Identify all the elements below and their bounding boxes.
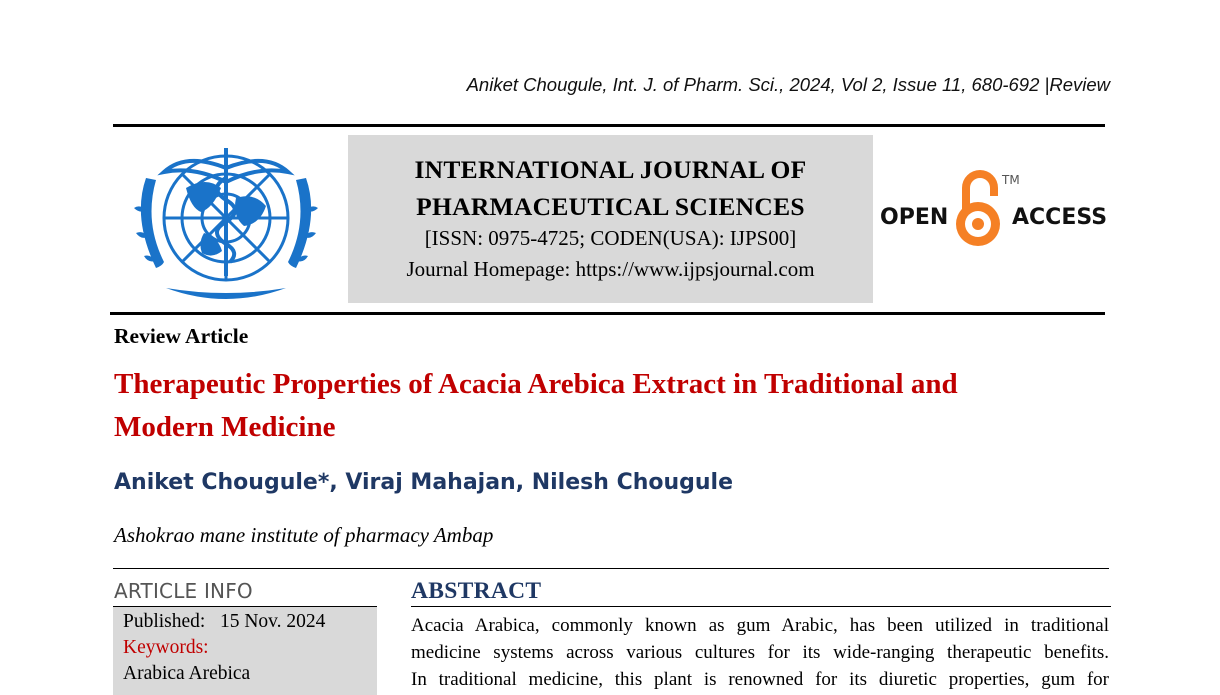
abstract-heading: ABSTRACT: [411, 578, 542, 604]
published-value: 15 Nov. 2024: [219, 611, 326, 632]
top-divider: [113, 124, 1105, 127]
open-access-logo: [880, 166, 1110, 256]
article-title-line1: Therapeutic Properties of Acacia Arebica Extract in Traditional and: [114, 368, 958, 400]
journal-masthead: [348, 135, 873, 303]
article-type: Review Article: [114, 324, 249, 348]
open-lock-icon: [956, 174, 1000, 246]
journal-emblem-icon: [126, 138, 326, 308]
abstract-line-1: Acacia Arabica, commonly known as gum Arabic, has been utilized in traditional: [411, 615, 1109, 636]
open-access-trademark: TM: [1002, 173, 1020, 187]
header-divider: [110, 312, 1105, 315]
citation-header: Aniket Chougule, Int. J. of Pharm. Sci., 2024, Vol 2, Issue 11, 680-692 |Review: [466, 74, 1110, 95]
journal-issn: [ISSN: 0975-4725; CODEN(USA): IJPS00]: [424, 226, 797, 250]
keywords-label: Keywords:: [123, 637, 209, 658]
abstract-line-3: In traditional medicine, this plant is renowned for its diuretic properties, gum for: [411, 669, 1109, 690]
open-access-left-text: OPEN: [880, 205, 949, 230]
author-list: Aniket Chougule*, Viraj Mahajan, Nilesh Chougule: [114, 470, 734, 495]
article-title-line2: Modern Medicine: [114, 411, 336, 443]
author-affiliation: Ashokrao mane institute of pharmacy Ambap: [114, 523, 494, 547]
journal-name-line2: PHARMACEUTICAL SCIENCES: [416, 192, 805, 221]
journal-name-line1: INTERNATIONAL JOURNAL OF: [414, 155, 807, 184]
abstract-divider: [411, 606, 1111, 607]
published-date: [123, 611, 325, 633]
keywords-value: Arabica Arebica: [123, 663, 251, 684]
published-label: Published:: [123, 611, 206, 632]
article-title: [114, 363, 1114, 449]
open-access-right-text: ACCESS: [1012, 205, 1108, 230]
abstract-body: [411, 612, 1109, 693]
journal-homepage-link[interactable]: Journal Homepage: https://www.ijpsjournal.com: [406, 257, 815, 281]
section-divider: [113, 568, 1109, 569]
article-info-heading: ARTICLE INFO: [114, 579, 253, 603]
abstract-line-2: medicine systems across various cultures for its wide-ranging therapeutic benefits.: [411, 642, 1109, 663]
